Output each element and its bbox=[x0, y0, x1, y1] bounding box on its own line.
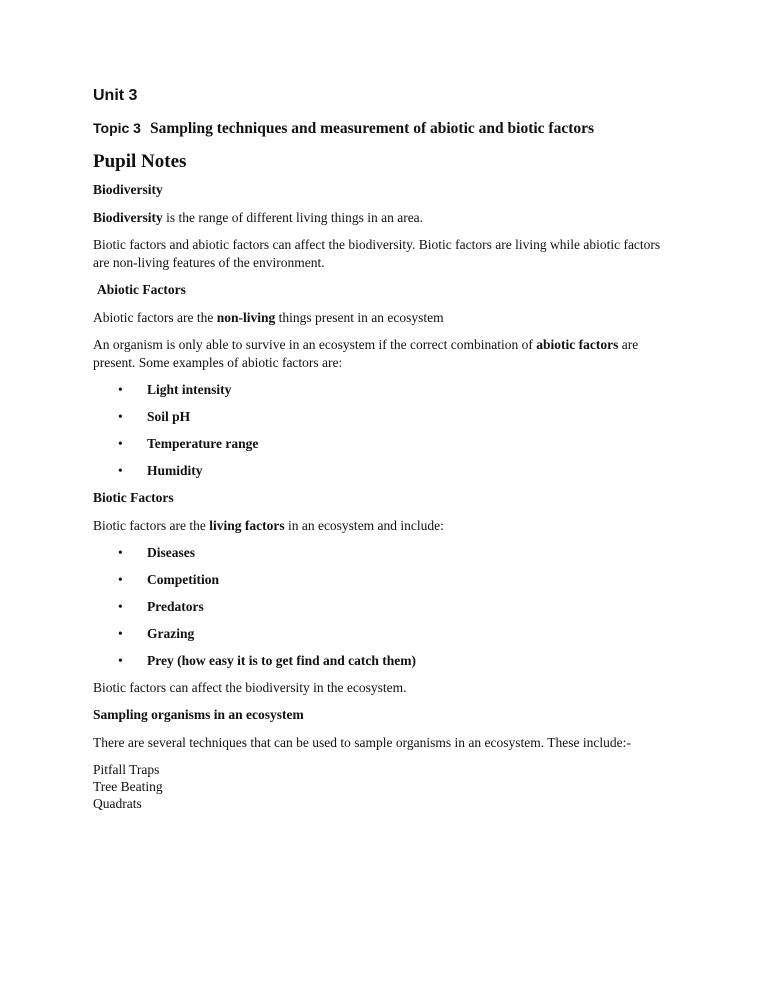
biodiversity-heading: Biodiversity bbox=[93, 182, 163, 197]
bullet-icon: • bbox=[118, 382, 123, 397]
bullet-label: Temperature range bbox=[147, 436, 259, 451]
list-item bbox=[93, 571, 665, 589]
topic-label: Topic 3 bbox=[93, 120, 141, 136]
sampling-intro-paragraph: There are several techniques that can be used to sample organisms in an ecosystem. These include:- bbox=[93, 735, 631, 750]
bullet-label: Light intensity bbox=[147, 382, 232, 397]
abiotic-intro-pre: Abiotic factors are the bbox=[93, 310, 217, 325]
topic-heading bbox=[93, 118, 665, 139]
technique-line: Pitfall Traps bbox=[93, 762, 160, 777]
bullet-label: Predators bbox=[147, 599, 204, 614]
list-item bbox=[93, 408, 665, 426]
bullet-icon: • bbox=[118, 436, 123, 451]
abiotic-survival-pre: An organism is only able to survive in an ecosystem if the correct combination of bbox=[93, 337, 537, 352]
biotic-intro-paragraph bbox=[93, 517, 665, 535]
technique-line: Tree Beating bbox=[93, 779, 163, 794]
bullet-icon: • bbox=[118, 653, 123, 668]
biotic-intro-bold: living factors bbox=[209, 518, 285, 533]
bullet-label: Prey (how easy it is to get find and catch them) bbox=[147, 653, 416, 668]
bullet-icon: • bbox=[118, 545, 123, 560]
technique-line: Quadrats bbox=[93, 796, 142, 811]
biotic-intro-post: in an ecosystem and include: bbox=[284, 518, 444, 533]
biodiversity-definition-text: is the range of different living things in an area. bbox=[162, 210, 424, 225]
abiotic-intro-paragraph bbox=[93, 309, 665, 327]
biodiversity-definition-paragraph bbox=[93, 209, 665, 227]
bullet-label: Humidity bbox=[147, 463, 203, 478]
bullet-label: Soil pH bbox=[147, 409, 191, 424]
abiotic-bullet-list bbox=[93, 381, 665, 480]
bullet-icon: • bbox=[118, 599, 123, 614]
list-item bbox=[93, 462, 665, 480]
list-item bbox=[93, 544, 665, 562]
abiotic-survival-paragraph bbox=[93, 336, 665, 372]
list-item bbox=[93, 598, 665, 616]
abiotic-survival-bold: abiotic factors bbox=[536, 337, 619, 352]
abiotic-intro-post: things present in an ecosystem bbox=[275, 310, 444, 325]
biotic-factors-heading: Biotic Factors bbox=[93, 490, 174, 505]
biodiversity-bold-term: Biodiversity bbox=[93, 210, 163, 225]
bullet-icon: • bbox=[118, 626, 123, 641]
abiotic-factors-heading: Abiotic Factors bbox=[97, 282, 186, 297]
list-item bbox=[93, 435, 665, 453]
abiotic-survival-post: are present. Some examples of abiotic factors are: bbox=[93, 337, 639, 370]
biotic-closing-paragraph: Biotic factors can affect the biodiversity in the ecosystem. bbox=[93, 680, 407, 695]
bullet-label: Diseases bbox=[147, 545, 195, 560]
bullet-label: Competition bbox=[147, 572, 219, 587]
biotic-abiotic-overview-paragraph: Biotic factors and abiotic factors can affect the biodiversity. Biotic factors are living while abiotic factors are non-living features of the environment. bbox=[93, 237, 661, 270]
list-item bbox=[93, 652, 665, 670]
bullet-icon: • bbox=[118, 463, 123, 478]
pupil-notes-heading: Pupil Notes bbox=[93, 151, 187, 172]
sampling-techniques-list bbox=[93, 761, 665, 812]
biotic-intro-pre: Biotic factors are the bbox=[93, 518, 210, 533]
unit-heading: Unit 3 bbox=[93, 87, 138, 104]
biotic-bullet-list bbox=[93, 544, 665, 670]
list-item bbox=[93, 381, 665, 399]
abiotic-intro-bold: non-living bbox=[216, 310, 276, 325]
list-item bbox=[93, 625, 665, 643]
topic-title: Sampling techniques and measurement of abiotic and biotic factors bbox=[149, 120, 595, 137]
bullet-icon: • bbox=[118, 572, 123, 587]
sampling-heading: Sampling organisms in an ecosystem bbox=[93, 707, 304, 722]
bullet-label: Grazing bbox=[147, 626, 195, 641]
bullet-icon: • bbox=[118, 409, 123, 424]
